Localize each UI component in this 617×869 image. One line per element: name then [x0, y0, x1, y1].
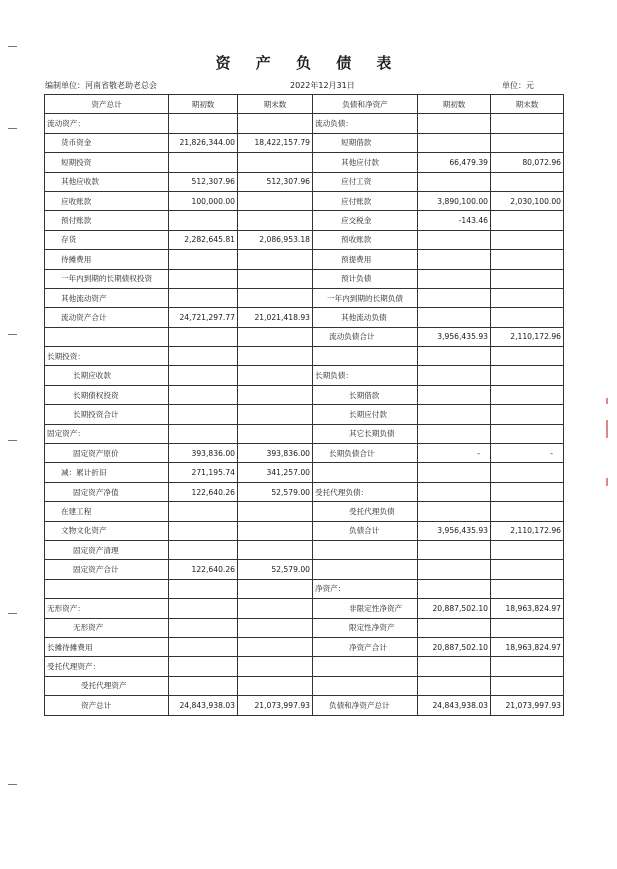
liability-amount-cell: [418, 676, 491, 695]
asset-amount-cell: [238, 579, 313, 598]
liability-amount-cell: 2,030,100.00: [491, 191, 564, 210]
asset-item-label: [45, 327, 169, 346]
asset-amount-cell: [169, 211, 238, 230]
table-header-row: [45, 95, 564, 114]
liability-amount-cell: [491, 288, 564, 307]
liability-amount-cell: [491, 269, 564, 288]
liability-item-label: 净资产：: [313, 579, 418, 598]
asset-amount-cell: 122,640.26: [169, 482, 238, 501]
asset-amount-cell: [238, 637, 313, 656]
liability-amount-cell: [418, 424, 491, 443]
table-row: [45, 250, 564, 269]
asset-amount-cell: 512,307.96: [169, 172, 238, 191]
liability-amount-cell: 3,956,435.93: [418, 327, 491, 346]
asset-amount-cell: [238, 599, 313, 618]
table-row: [45, 482, 564, 501]
liability-amount-cell: [491, 676, 564, 695]
asset-amount-cell: 21,073,997.93: [238, 696, 313, 715]
liability-item-label: [313, 463, 418, 482]
asset-item-label: 短期投资: [45, 153, 169, 172]
currency-unit: 单位：元: [502, 81, 534, 90]
asset-amount-cell: 21,826,344.00: [169, 133, 238, 152]
asset-item-label: 其他应收款: [45, 172, 169, 191]
table-row: [45, 444, 564, 463]
liability-amount-cell: [418, 172, 491, 191]
scan-mark: [8, 128, 17, 129]
asset-item-label: 无形资产：: [45, 599, 169, 618]
asset-amount-cell: [238, 424, 313, 443]
asset-item-label: 固定资产：: [45, 424, 169, 443]
page-title: 资 产 负 债 表: [215, 54, 402, 72]
asset-amount-cell: [238, 191, 313, 210]
asset-amount-cell: [238, 288, 313, 307]
liability-item-label: 净资产合计: [313, 637, 418, 656]
asset-item-label: 在建工程: [45, 502, 169, 521]
table-row: [45, 269, 564, 288]
scan-mark: [606, 398, 608, 404]
liability-amount-cell: 3,956,435.93: [418, 521, 491, 540]
liability-item-label: 其他应付款: [313, 153, 418, 172]
asset-amount-cell: 122,640.26: [169, 560, 238, 579]
liability-item-label: 预提费用: [313, 250, 418, 269]
table-row: [45, 618, 564, 637]
liability-item-label: 长期负债合计: [313, 444, 418, 463]
liability-item-label: 负债合计: [313, 521, 418, 540]
col-header-liab-begin: 期初数: [418, 95, 491, 114]
liability-amount-cell: [491, 618, 564, 637]
table-row: [45, 191, 564, 210]
asset-amount-cell: [169, 676, 238, 695]
col-header-assets: 资产总计: [45, 95, 169, 114]
asset-amount-cell: 24,721,297.77: [169, 308, 238, 327]
liability-item-label: 流动负债：: [313, 114, 418, 133]
asset-amount-cell: [169, 250, 238, 269]
organization-label: 编制单位：河南省敬老助老总会: [45, 81, 157, 90]
asset-item-label: 固定资产原价: [45, 444, 169, 463]
liability-item-label: 预收账款: [313, 230, 418, 249]
asset-amount-cell: [238, 502, 313, 521]
table-row: [45, 463, 564, 482]
liability-amount-cell: [418, 366, 491, 385]
table-row: [45, 540, 564, 559]
table-row: [45, 211, 564, 230]
asset-amount-cell: [238, 153, 313, 172]
asset-amount-cell: [169, 114, 238, 133]
asset-amount-cell: 21,021,418.93: [238, 308, 313, 327]
asset-amount-cell: 2,282,645.81: [169, 230, 238, 249]
liability-amount-cell: [491, 133, 564, 152]
asset-amount-cell: [169, 153, 238, 172]
liability-amount-cell: 18,963,824.97: [491, 637, 564, 656]
asset-item-label: 固定资产清理: [45, 540, 169, 559]
liability-amount-cell: [418, 385, 491, 404]
liability-amount-cell: [418, 114, 491, 133]
liability-item-label: 非限定性净资产: [313, 599, 418, 618]
asset-amount-cell: [169, 327, 238, 346]
scan-mark: [606, 478, 608, 486]
liability-amount-cell: [491, 366, 564, 385]
asset-amount-cell: [238, 385, 313, 404]
liability-item-label: [313, 347, 418, 366]
asset-item-label: 流动资产：: [45, 114, 169, 133]
liability-amount-cell: [491, 424, 564, 443]
liability-amount-cell: [491, 502, 564, 521]
asset-amount-cell: [238, 347, 313, 366]
asset-amount-cell: 341,257.00: [238, 463, 313, 482]
liability-amount-cell: [418, 540, 491, 559]
liability-item-label: [313, 657, 418, 676]
col-header-liab-end: 期末数: [491, 95, 564, 114]
col-header-liabilities: 负债和净资产: [313, 95, 418, 114]
scan-mark: [8, 46, 17, 47]
asset-amount-cell: [169, 385, 238, 404]
asset-amount-cell: [169, 521, 238, 540]
liability-item-label: 限定性净资产: [313, 618, 418, 637]
asset-amount-cell: [169, 540, 238, 559]
table-row: [45, 172, 564, 191]
asset-item-label: 固定资产合计: [45, 560, 169, 579]
liability-amount-cell: [491, 211, 564, 230]
scan-mark: [8, 440, 17, 441]
table-row: [45, 637, 564, 656]
asset-amount-cell: [238, 366, 313, 385]
table-row: [45, 405, 564, 424]
liability-amount-cell: 3,890,100.00: [418, 191, 491, 210]
asset-item-label: 固定资产净值: [45, 482, 169, 501]
liability-amount-cell: 20,887,502.10: [418, 599, 491, 618]
liability-amount-cell: [418, 288, 491, 307]
table-row: [45, 347, 564, 366]
table-row: [45, 366, 564, 385]
liability-amount-cell: [491, 405, 564, 424]
liability-item-label: 应付工资: [313, 172, 418, 191]
liability-amount-cell: -: [491, 444, 564, 463]
asset-amount-cell: [169, 366, 238, 385]
table-row: [45, 521, 564, 540]
liability-item-label: 短期借款: [313, 133, 418, 152]
liability-item-label: 其他流动负债: [313, 308, 418, 327]
table-row: [45, 560, 564, 579]
liability-item-label: [313, 676, 418, 695]
asset-item-label: 长期投资：: [45, 347, 169, 366]
asset-amount-cell: 100,000.00: [169, 191, 238, 210]
asset-amount-cell: 52,579.00: [238, 560, 313, 579]
asset-amount-cell: 24,843,938.03: [169, 696, 238, 715]
liability-amount-cell: 21,073,997.93: [491, 696, 564, 715]
liability-amount-cell: [491, 308, 564, 327]
asset-item-label: 一年内到期的长期债权投资: [45, 269, 169, 288]
asset-amount-cell: [238, 327, 313, 346]
table-row: [45, 153, 564, 172]
table-row: [45, 133, 564, 152]
liability-item-label: 预计负债: [313, 269, 418, 288]
asset-item-label: 无形资产: [45, 618, 169, 637]
liability-amount-cell: [418, 463, 491, 482]
asset-item-label: 减：累计折旧: [45, 463, 169, 482]
liability-amount-cell: 18,963,824.97: [491, 599, 564, 618]
liability-item-label: 长期应付款: [313, 405, 418, 424]
liability-amount-cell: [418, 618, 491, 637]
liability-amount-cell: [418, 560, 491, 579]
asset-amount-cell: 18,422,157.79: [238, 133, 313, 152]
liability-amount-cell: [418, 347, 491, 366]
scan-mark: [8, 784, 17, 785]
asset-amount-cell: [169, 405, 238, 424]
liability-amount-cell: [418, 308, 491, 327]
liability-amount-cell: 2,110,172.96: [491, 521, 564, 540]
liability-amount-cell: 24,843,938.03: [418, 696, 491, 715]
liability-amount-cell: [491, 230, 564, 249]
asset-item-label: 货币资金: [45, 133, 169, 152]
scan-mark: [606, 420, 608, 438]
liability-amount-cell: [491, 250, 564, 269]
liability-amount-cell: [418, 269, 491, 288]
asset-item-label: 文物文化资产: [45, 521, 169, 540]
asset-item-label: 长期债权投资: [45, 385, 169, 404]
asset-item-label: [45, 579, 169, 598]
liability-item-label: 其它长期负债: [313, 424, 418, 443]
liability-amount-cell: 20,887,502.10: [418, 637, 491, 656]
table-row: [45, 288, 564, 307]
asset-amount-cell: [238, 405, 313, 424]
liability-item-label: 长期借款: [313, 385, 418, 404]
table-row: [45, 502, 564, 521]
asset-amount-cell: [169, 269, 238, 288]
asset-amount-cell: [238, 250, 313, 269]
liability-item-label: 应付账款: [313, 191, 418, 210]
asset-amount-cell: 393,836.00: [238, 444, 313, 463]
asset-amount-cell: [169, 502, 238, 521]
asset-amount-cell: [169, 424, 238, 443]
liability-amount-cell: [491, 172, 564, 191]
liability-amount-cell: 2,110,172.96: [491, 327, 564, 346]
liability-amount-cell: [491, 463, 564, 482]
balance-sheet-table: [44, 94, 564, 716]
asset-amount-cell: [238, 676, 313, 695]
asset-amount-cell: 2,086,953.18: [238, 230, 313, 249]
asset-item-label: 受托代理资产: [45, 676, 169, 695]
liability-amount-cell: [491, 347, 564, 366]
asset-amount-cell: [238, 211, 313, 230]
asset-amount-cell: [238, 657, 313, 676]
liability-amount-cell: [418, 250, 491, 269]
liability-amount-cell: [418, 405, 491, 424]
liability-amount-cell: [491, 657, 564, 676]
table-row: [45, 327, 564, 346]
asset-amount-cell: [169, 347, 238, 366]
liability-amount-cell: [491, 114, 564, 133]
liability-item-label: 一年内到期的长期负债: [313, 288, 418, 307]
asset-item-label: 长摊待摊费用: [45, 637, 169, 656]
table-row: [45, 385, 564, 404]
asset-item-label: 长期投资合计: [45, 405, 169, 424]
table-row: [45, 230, 564, 249]
liability-amount-cell: [418, 482, 491, 501]
asset-amount-cell: [169, 599, 238, 618]
table-row: [45, 114, 564, 133]
col-header-asset-end: 期末数: [238, 95, 313, 114]
asset-item-label: 长期应收款: [45, 366, 169, 385]
liability-amount-cell: [418, 502, 491, 521]
asset-amount-cell: [238, 521, 313, 540]
asset-amount-cell: [238, 618, 313, 637]
asset-amount-cell: [169, 618, 238, 637]
liability-item-label: 应交税金: [313, 211, 418, 230]
asset-item-label: 受托代理资产：: [45, 657, 169, 676]
asset-amount-cell: 52,579.00: [238, 482, 313, 501]
report-date: 2022年12月31日: [290, 81, 355, 90]
scan-mark: [8, 613, 17, 614]
asset-amount-cell: [238, 269, 313, 288]
asset-amount-cell: 271,195.74: [169, 463, 238, 482]
scan-mark: [8, 334, 17, 335]
asset-amount-cell: [238, 540, 313, 559]
table-row: [45, 696, 564, 715]
liability-amount-cell: [491, 579, 564, 598]
liability-amount-cell: -: [418, 444, 491, 463]
liability-item-label: 负债和净资产总计: [313, 696, 418, 715]
table-row: [45, 657, 564, 676]
asset-item-label: 其他流动资产: [45, 288, 169, 307]
liability-amount-cell: [418, 579, 491, 598]
asset-item-label: 存货: [45, 230, 169, 249]
table-row: [45, 579, 564, 598]
liability-item-label: 流动负债合计: [313, 327, 418, 346]
liability-amount-cell: [491, 560, 564, 579]
liability-amount-cell: 66,479.39: [418, 153, 491, 172]
asset-amount-cell: [169, 637, 238, 656]
liability-item-label: 长期负债：: [313, 366, 418, 385]
liability-item-label: [313, 540, 418, 559]
asset-item-label: 预付账款: [45, 211, 169, 230]
table-row: [45, 599, 564, 618]
col-header-asset-begin: 期初数: [169, 95, 238, 114]
liability-amount-cell: [418, 133, 491, 152]
table-row: [45, 308, 564, 327]
liability-amount-cell: 80,072.96: [491, 153, 564, 172]
table-row: [45, 676, 564, 695]
asset-item-label: 待摊费用: [45, 250, 169, 269]
liability-amount-cell: -143.46: [418, 211, 491, 230]
table-row: [45, 424, 564, 443]
liability-amount-cell: [491, 540, 564, 559]
asset-item-label: 流动资产合计: [45, 308, 169, 327]
asset-amount-cell: 512,307.96: [238, 172, 313, 191]
asset-amount-cell: [169, 288, 238, 307]
liability-amount-cell: [491, 385, 564, 404]
liability-item-label: 受托代理负债: [313, 502, 418, 521]
asset-amount-cell: [169, 657, 238, 676]
asset-amount-cell: [169, 579, 238, 598]
liability-amount-cell: [418, 230, 491, 249]
liability-amount-cell: [418, 657, 491, 676]
asset-amount-cell: [238, 114, 313, 133]
asset-amount-cell: 393,836.00: [169, 444, 238, 463]
asset-item-label: 应收账款: [45, 191, 169, 210]
liability-amount-cell: [491, 482, 564, 501]
liability-item-label: 受托代理负债：: [313, 482, 418, 501]
liability-item-label: [313, 560, 418, 579]
asset-item-label: 资产总计: [45, 696, 169, 715]
